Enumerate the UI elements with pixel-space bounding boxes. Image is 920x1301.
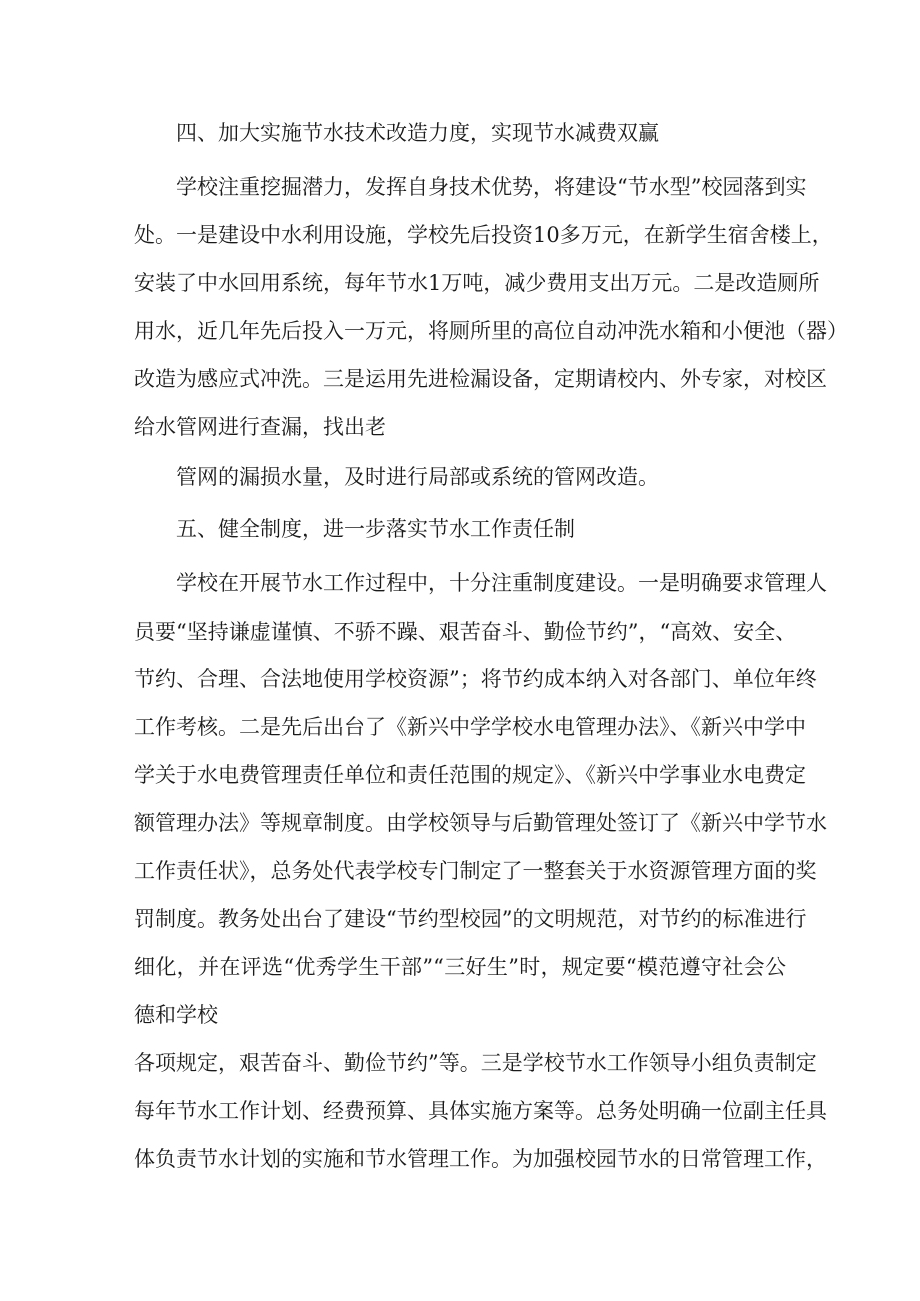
section-heading-5: 五、健全制度，进一步落实节水工作责任制 [176,517,575,541]
paragraph-line: 额管理办法》等规章制度。由学校领导与后勤管理处签订了《新兴中学节水 [134,811,827,835]
paragraph-line: 处。一是建设中水利用设施，学校先后投资10多万元，在新学生宿舍楼上， [134,223,833,247]
paragraph-line: 学关于水电费管理责任单位和责任范围的规定》、《新兴中学事业水电费定 [134,763,806,787]
paragraph-line: 各项规定，艰苦奋斗、勤俭节约”等。三是学校节水工作领导小组负责制定 [134,1051,817,1075]
paragraph-line: 节约、合理、合法地使用学校资源”；将节约成本纳入对各部门、单位年终 [134,667,817,691]
paragraph-line: 德和学校 [134,1003,218,1027]
paragraph-line: 用水，近几年先后投入一万元，将厕所里的高位自动冲洗水箱和小便池（器） [134,319,848,343]
paragraph-line: 管网的漏损水量，及时进行局部或系统的管网改造。 [176,465,659,489]
paragraph-line: 工作考核。二是先后出台了《新兴中学学校水电管理办法》、《新兴中学中 [134,715,806,739]
paragraph-line: 学校在开展节水工作过程中，十分注重制度建设。一是明确要求管理人 [176,571,827,595]
paragraph-line: 每年节水工作计划、经费预算、具体实施方案等。总务处明确一位副主任具 [134,1099,827,1123]
paragraph-line: 体负责节水计划的实施和节水管理工作。为加强校园节水的日常管理工作， [134,1147,827,1171]
paragraph-line: 改造为感应式冲洗。三是运用先进检漏设备，定期请校内、外专家，对校区 [134,367,827,391]
paragraph-line: 罚制度。教务处出台了建设“节约型校园”的文明规范，对节约的标准进行 [134,907,807,931]
paragraph-line: 学校注重挖掘潜力，发挥自身技术优势，将建设“节水型”校园落到实 [176,175,807,199]
paragraph-line: 安装了中水回用系统，每年节水1万吨，减少费用支出万元。二是改造厕所 [134,271,820,295]
section-heading-4: 四、加大实施节水技术改造力度，实现节水减费双赢 [176,121,659,145]
paragraph-line: 员要“坚持谦虚谨慎、不骄不躁、艰苦奋斗、勤俭节约”，“高效、安全、 [134,620,797,644]
paragraph-line: 给水管网进行查漏，找出老 [134,415,386,439]
paragraph-line: 细化，并在评选“优秀学生干部”“三好生”时，规定要“模范遵守社会公 [134,955,786,979]
paragraph-line: 工作责任状》，总务处代表学校专门制定了一整套关于水资源管理方面的奖 [134,859,817,883]
